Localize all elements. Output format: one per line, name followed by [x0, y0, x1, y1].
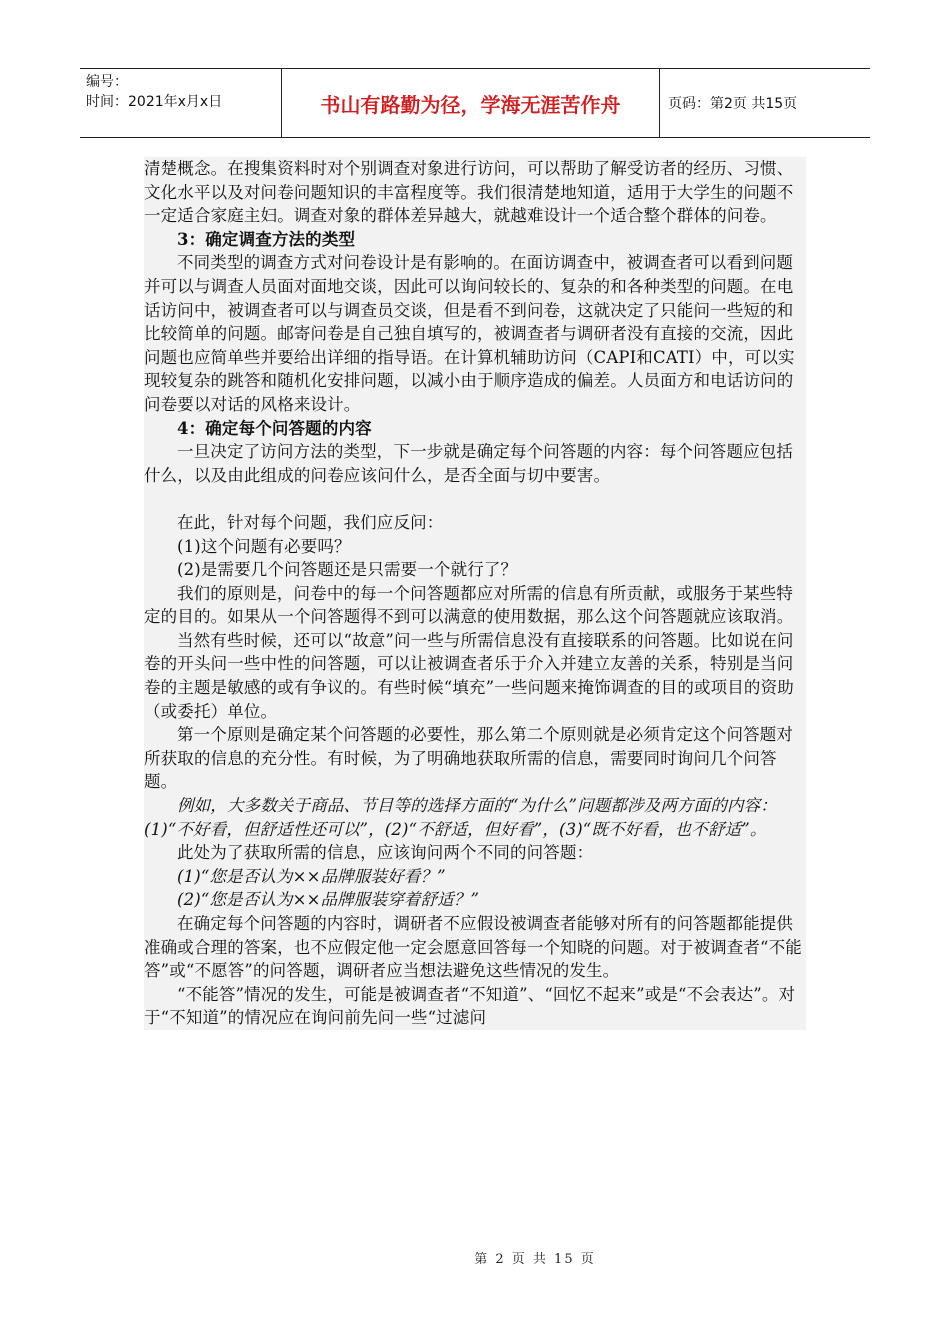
paragraph: 一旦决定了访问方法的类型，下一步就是确定每个问答题的内容：每个问答题应包括什么，以及由此组成的问卷应该问什么，是否全面与切中要害。 [144, 442, 794, 485]
paragraph: 第一个原则是确定某个问答题的必要性，那么第二个原则就是必须肯定这个问答题对所获取的信息的充分性。有时候，为了明确地获取所需的信息，需要同时询问几个问答题。 [144, 725, 794, 792]
paragraph: 在此，针对每个问题，我们应反问： [177, 512, 444, 532]
number-label: 编号： [86, 74, 128, 90]
header-motto: 书山有路勤为径，学海无涯苦作舟 [282, 69, 660, 137]
paragraph: 在确定每个问答题的内容时，调研者不应假设被调查者能够对所有的问答题都能提供准确或合理的答案，也不应假定他一定会愿意回答每一个知晓的问题。对于被调查者“不能答”或“不愿答”的问答题，调研者应当想法避免这些情况的发生。 [144, 914, 802, 981]
paragraph: 此处为了获取所需的信息，应该询问两个不同的问答题： [177, 843, 594, 863]
section-heading: 3：确定调查方法的类型 [177, 229, 356, 249]
document-body [144, 157, 806, 1030]
paragraph: 我们的原则是，问卷中的每一个问答题都应对所需的信息有所贡献，或服务于某些特定的目的。如果从一个问答题得不到可以满意的使用数据，那么这个问答题就应该取消。 [144, 583, 794, 627]
section-heading: 4：确定每个问答题的内容 [177, 418, 372, 438]
page-footer: 第 2 页 共 15 页 [474, 1252, 596, 1267]
paragraph: 不同类型的调查方式对问卷设计是有影响的。在面访调查中，被调查者可以看到问题并可以与调查人员面对面地交谈，因此可以询问较长的、复杂的和各种类型的问题。在电话访问中，被调查者可以与调查员交谈，但是看不到问卷，这就决定了只能问一些短的和比较简单的问题。邮寄问卷是自己独自填写的，被调查者与调研者没有直接的交流，因此问题也应简单些并要给出详细的指导语。在计算机辅助访问（CAPI和CATI）中，可以实现较复杂的跳答和随机化安排问题，以减小由于顺序造成的偏差。人员面方和电话访问的问卷要以对话的风格来设计。 [144, 253, 795, 414]
list-item: (2)是需要几个问答题还是只需要一个就行了？ [177, 560, 518, 580]
example-question: (1)“您是否认为××品牌服装好看？” [177, 866, 446, 886]
header-page-label: 页码：第2页 共15页 [668, 96, 798, 112]
example-paragraph: 例如，大多数关于商品、节目等的选择方面的“为什么”问题都涉及两方面的内容：(1)“不好看，但舒适性还可以”，(2)“不舒适，但好看”，(3)“既不好看，也不舒适”。 [144, 796, 777, 839]
paragraph: 当然有些时候，还可以“故意”问一些与所需信息没有直接联系的问答题。比如说在问卷的开头问一些中性的问答题，可以让被调查者乐于介入并建立友善的关系，特别是当问卷的主题是敏感的或有争议的。有些时候“填充”一些问题来掩饰调查的目的或项目的资助（或委托）单位。 [144, 630, 794, 721]
blank-line [144, 487, 806, 511]
list-item: (1)这个问题有必要吗？ [177, 536, 351, 556]
example-question: (2)“您是否认为××品牌服装穿着舒适？” [177, 890, 480, 910]
time-label: 时间：2021年x月x日 [86, 94, 223, 110]
paragraph: “不能答”情况的发生，可能是被调查者“不知道”、“回忆不起来”或是“不会表达”。对于“不知道”的情况应在询问前先问一些“过滤问 [144, 984, 796, 1028]
paragraph: 清楚概念。在搜集资料时对个别调查对象进行访问，可以帮助了解受访者的经历、习惯、文化水平以及对问卷问题知识的丰富程度等。我们很清楚地知道，适用于大学生的问题不一定适合家庭主妇。调查对象的群体差异越大，就越难设计一个适合整个群体的问卷。 [144, 159, 794, 226]
page-header [80, 68, 870, 138]
header-meta [80, 69, 282, 137]
